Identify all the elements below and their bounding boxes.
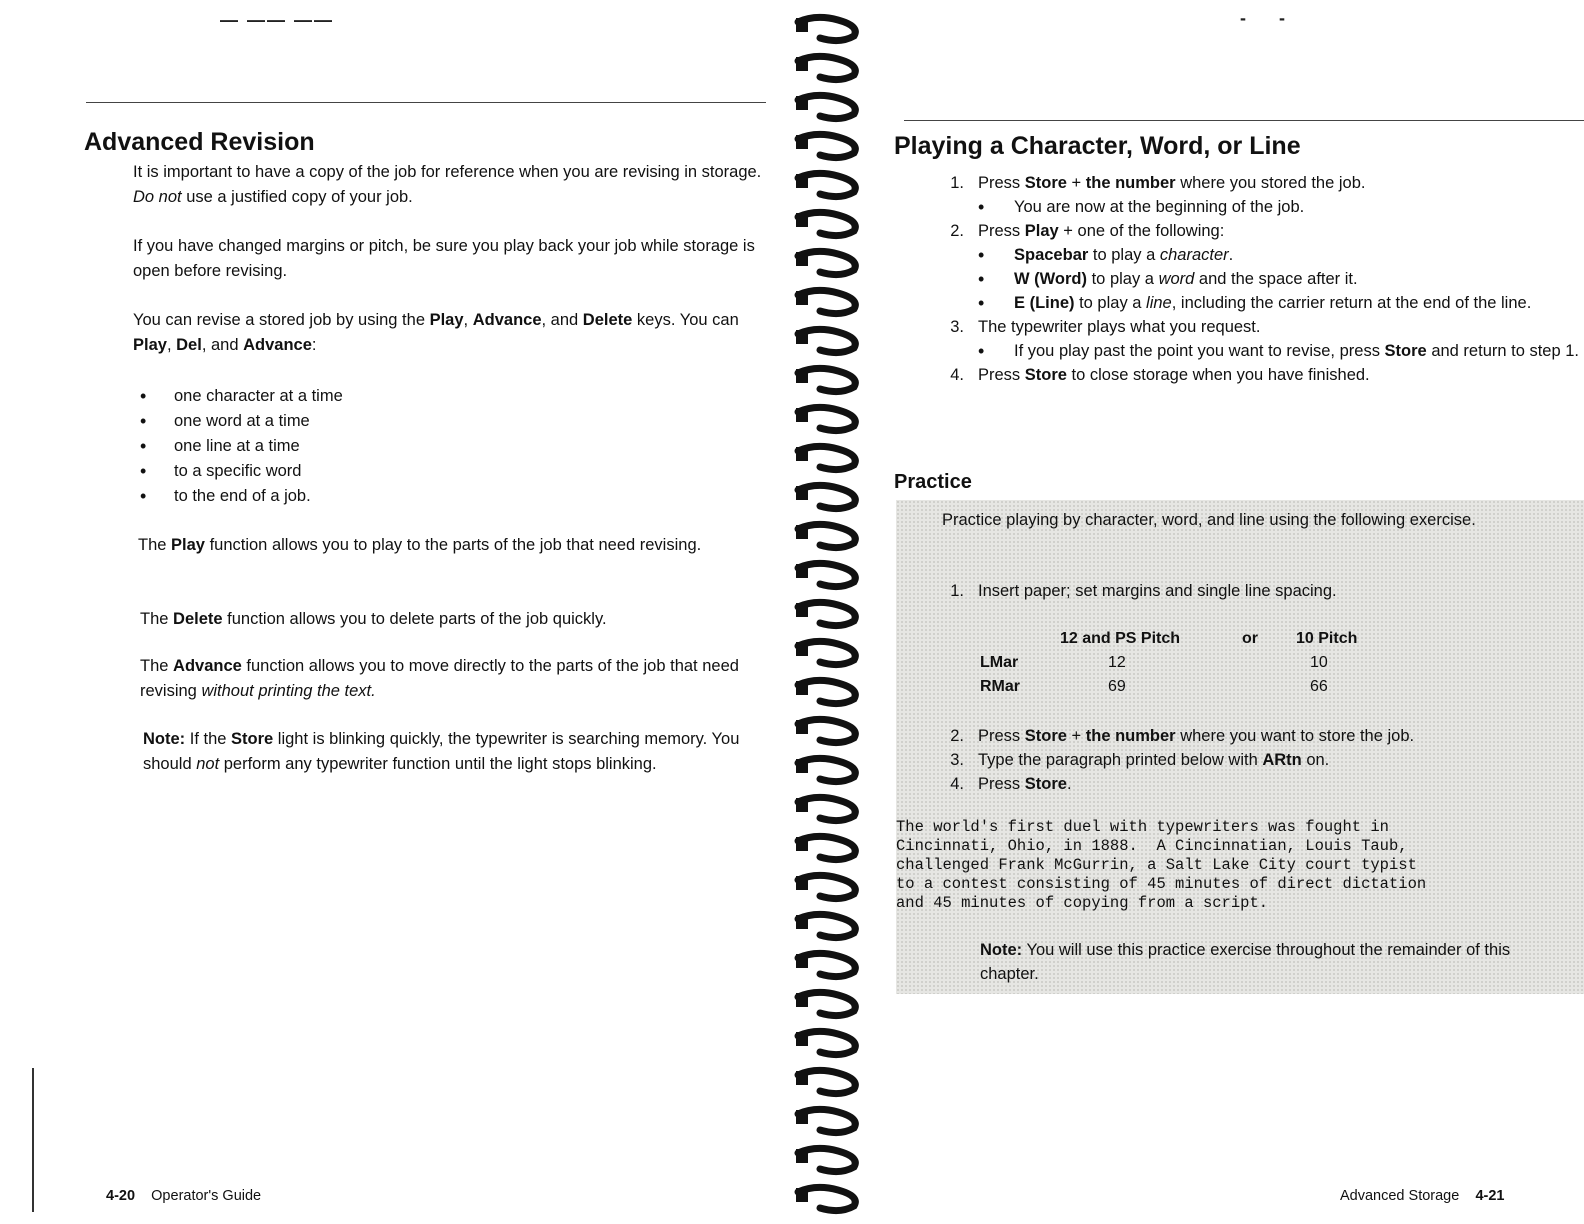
list-item: • one word at a time — [140, 409, 740, 434]
header-rule — [86, 102, 766, 103]
binding-coil — [796, 368, 855, 391]
list-item: • If you play past the point you want to revise, press Store and return to step 1. — [978, 339, 1584, 363]
pitch-12-header: 12 and PS Pitch — [1060, 630, 1181, 647]
left-page — [0, 0, 790, 1224]
delete-function-paragraph: The Delete function allows you to delete parts of the job quickly. — [140, 610, 607, 628]
list-item: 2. Press Store + the number where you want to store the job. — [950, 727, 1415, 745]
binding-coil — [796, 1187, 855, 1210]
practice-heading: Practice — [894, 471, 972, 493]
revise-options-list — [140, 384, 740, 509]
binding-coil — [796, 524, 855, 547]
store-light-note: Note: If the Store light is blinking quickly, the typewriter is searching memory. You should not perform any typewriter function until the light stops blinking. — [143, 730, 740, 773]
play-steps-list — [940, 171, 1584, 387]
binding-coil — [796, 17, 855, 40]
lmar-label: LMar — [980, 654, 1019, 671]
binding-coil — [796, 95, 855, 118]
binding-coil — [796, 251, 855, 274]
binding-coil — [796, 641, 855, 664]
practice-steps-2-4 — [940, 724, 1580, 796]
binding-coil — [796, 485, 855, 508]
list-item: • E (Line) to play a line, including the carrier return at the end of the line. — [978, 291, 1584, 315]
advance-function-paragraph: The Advance function allows you to move directly to the parts of the job that need revising without printing the text. — [140, 657, 739, 700]
binding-coil — [796, 1109, 855, 1132]
rmar-10-value: 66 — [1310, 678, 1328, 695]
list-item: 1. Insert paper; set margins and single line spacing. — [950, 582, 1337, 600]
practice-step-1 — [940, 579, 1580, 603]
binding-coil — [796, 290, 855, 313]
binding-coil — [796, 602, 855, 625]
list-item: • W (Word) to play a word and the space after it. — [978, 267, 1584, 291]
section-title: Advanced Revision — [84, 128, 315, 156]
binding-coil — [796, 719, 855, 742]
lmar-12-value: 12 — [1108, 654, 1126, 671]
list-item: • Spacebar to play a character. — [978, 243, 1584, 267]
binding-coil — [796, 563, 855, 586]
binding-coil — [796, 56, 855, 79]
margin-mark — [32, 1068, 34, 1212]
list-item: • You are now at the beginning of the job. — [978, 195, 1584, 219]
pitch-or-label: or — [1242, 630, 1258, 647]
binding-coil — [796, 953, 855, 976]
binding-coil — [796, 446, 855, 469]
binding-coil — [796, 134, 855, 157]
revise-keys-paragraph: You can revise a stored job by using the Play, Advance, and Delete keys. You can Play, Del, and Advance: — [133, 311, 739, 354]
binding-coil — [796, 1031, 855, 1054]
spiral-binding — [790, 0, 868, 1224]
binding-coil — [796, 797, 855, 820]
rmar-12-value: 69 — [1108, 678, 1126, 695]
header-rule — [904, 120, 1584, 121]
right-footer: Advanced Storage 4-21 — [1340, 1188, 1505, 1204]
binding-coil — [796, 875, 855, 898]
right-page — [860, 0, 1584, 1224]
lmar-10-value: 10 — [1310, 654, 1328, 671]
list-item: 2. Press Play + one of the following: • Spacebar to play a character. • W (Word) to play a word and the space after it. • E (Line) to play a line, including the carrier return at the end of the line. — [940, 219, 1584, 315]
top-decoration: — —— —— — [220, 10, 335, 30]
binding-coil — [796, 758, 855, 781]
list-item: • one character at a time — [140, 384, 740, 409]
list-item: 4. Press Store. — [950, 775, 1072, 793]
pitch-10-header: 10 Pitch — [1296, 630, 1358, 647]
list-item: 3. The typewriter plays what you request. • If you play past the point you want to revise, press Store and return to step 1. — [940, 315, 1584, 363]
list-item: 3. Type the paragraph printed below with ARtn on. — [950, 751, 1330, 769]
binding-coil — [796, 407, 855, 430]
typed-practice-paragraph: The world's first duel with typewriters was fought in Cincinnati, Ohio, in 1888. A Cincinnatian, Louis Taub, challenged Frank McGurrin, a Salt Lake City court typist to a contest consisting of 45 minutes of direct dictation and 45 minutes of copying from a script. — [896, 818, 1427, 912]
pitch-paragraph: If you have changed margins or pitch, be sure you play back your job while storage is open before revising. — [133, 237, 755, 280]
binding-coil — [796, 173, 855, 196]
binding-coil — [796, 1148, 855, 1171]
intro-paragraph: It is important to have a copy of the job for reference when you are revising in storage. Do not use a justified copy of your job. — [133, 163, 762, 206]
list-item: • to a specific word — [140, 459, 740, 484]
practice-note: Note: You will use this practice exercise throughout the remainder of this chapter. — [980, 941, 1511, 983]
section-title: Playing a Character, Word, or Line — [894, 132, 1301, 160]
binding-coil — [796, 329, 855, 352]
rmar-label: RMar — [980, 678, 1021, 695]
binding-coil — [796, 836, 855, 859]
practice-intro: Practice playing by character, word, and line using the following exercise. — [942, 511, 1476, 529]
margin-table — [980, 627, 1406, 699]
binding-coil — [796, 680, 855, 703]
play-function-paragraph: The Play function allows you to play to the parts of the job that need revising. — [138, 536, 702, 554]
list-item: • to the end of a job. — [140, 484, 740, 509]
binding-coil — [796, 914, 855, 937]
binding-coil — [796, 1070, 855, 1093]
binding-coil — [796, 212, 855, 235]
left-footer: 4-20 Operator's Guide — [106, 1188, 262, 1204]
list-item: 4. Press Store to close storage when you have finished. — [950, 366, 1370, 384]
list-item: 1. Press Store + the number where you stored the job. • You are now at the beginning of the job. — [940, 171, 1584, 219]
binding-coil — [796, 992, 855, 1015]
list-item: • one line at a time — [140, 434, 740, 459]
top-decoration: - - — [1240, 8, 1299, 28]
